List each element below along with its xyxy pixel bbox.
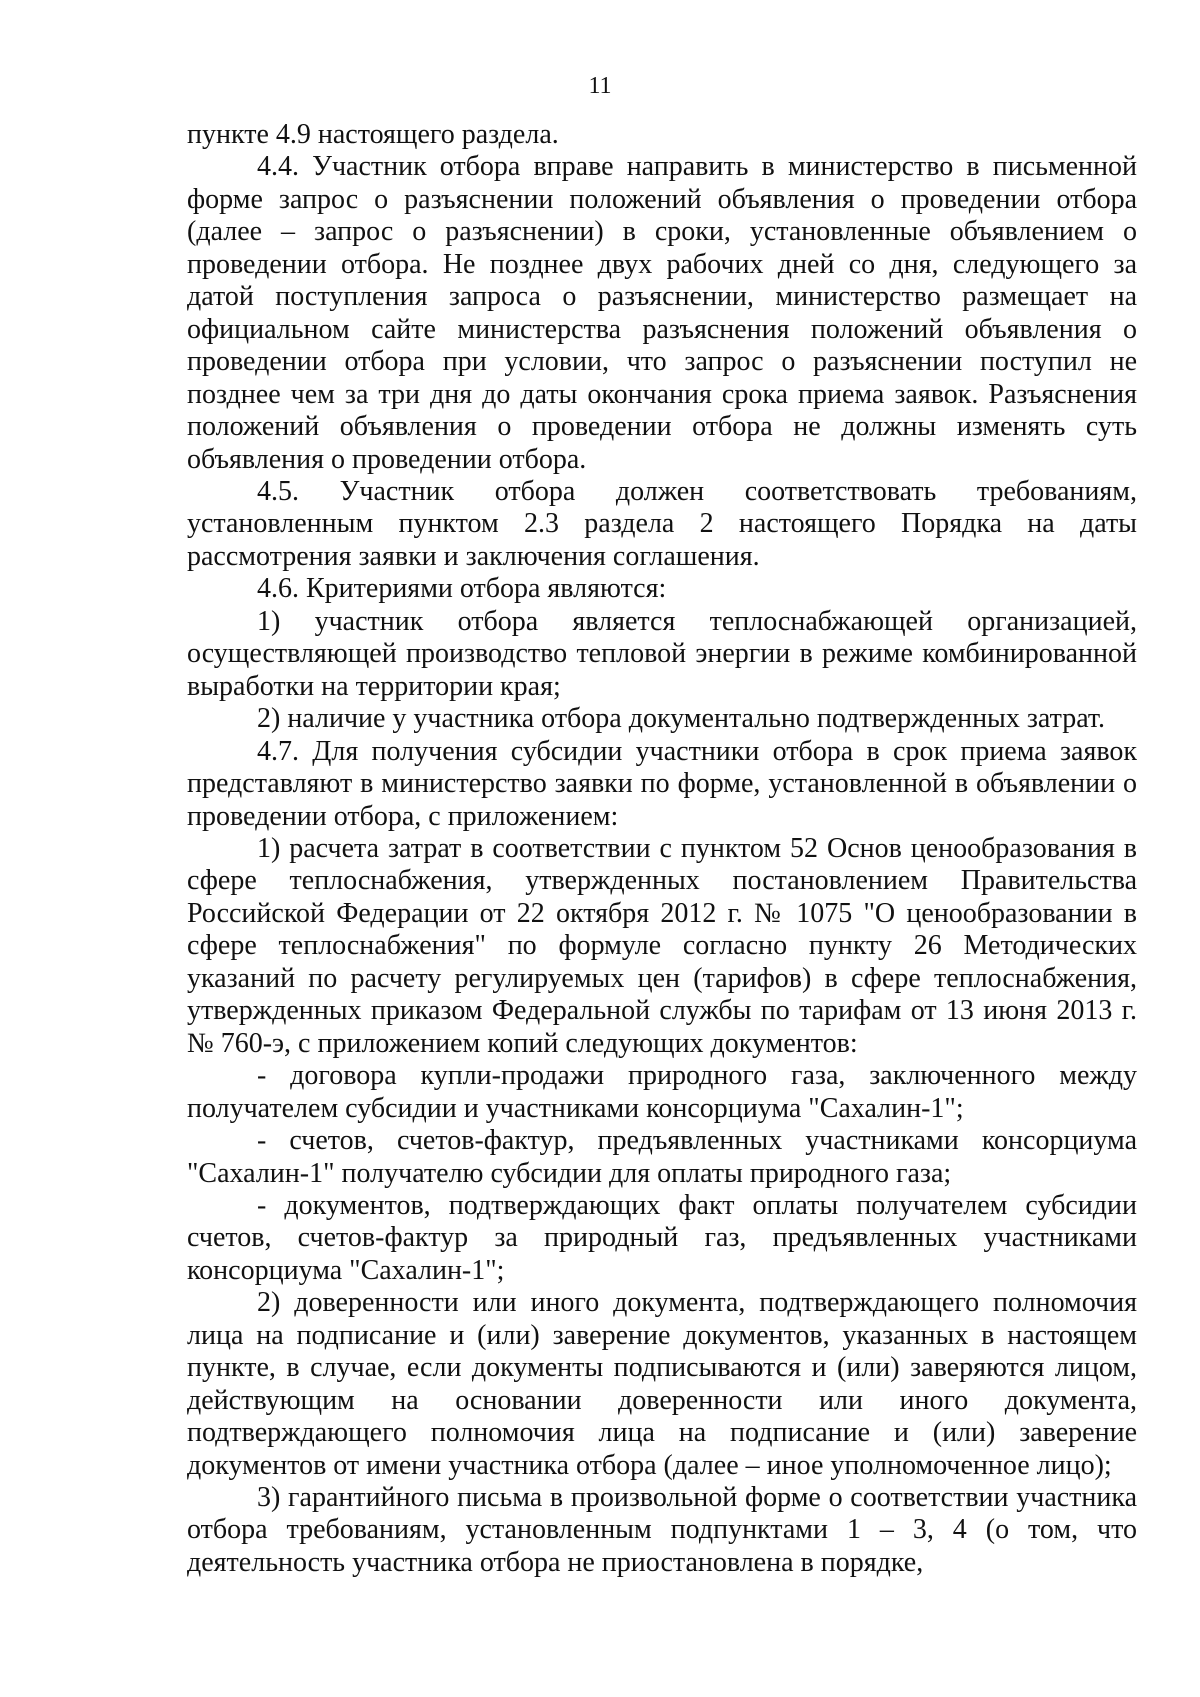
paragraph-4-7: 4.7. Для получения субсидии участники отбора в срок приема заявок представляют в министерство заявки по форме, установленной в объявлении о проведении отбора, с приложением: [187,735,1137,832]
page-number: 11 [588,73,612,99]
attachment-item-2: 2) доверенности или иного документа, подтверждающего полномочия лица на подписание и (или) заверение документов, указанных в настоящем пункте, в случае, если документы подписываются и (или) заверяются лицом, действующим на основании доверенности или иного документа, подтверждающего полномочия лица на подписание и (или) заверение документов от имени участника отбора (далее – иное уполномоченное лицо); [187,1287,1137,1481]
paragraph-4-4: 4.4. Участник отбора вправе направить в министерство в письменной форме запрос о разъяснении положений объявления о проведении отбора (далее – запрос о разъяснении) в сроки, установленные объявлением о проведении отбора. Не позднее двух рабочих дней со дня, следующего за датой поступления запроса о разъяснении, министерство размещает на официальном сайте министерства разъяснения положений объявления о проведении отбора при условии, что запрос о разъяснении поступил не позднее чем за три дня до даты окончания срока приема заявок. Разъяснения положений объявления о проведении отбора не должны изменять суть объявления о проведении отбора. [187,151,1137,475]
attachment-item-1: 1) расчета затрат в соответствии с пунктом 52 Основ ценообразования в сфере теплоснабжения, утвержденных постановлением Правительства Российской Федерации от 22 октября 2012 г. № 1075 "О ценообразовании в сфере теплоснабжения" по формуле согласно пункту 26 Методических указаний по расчету регулируемых цен (тарифов) в сфере теплоснабжения, утвержденных приказом Федеральной службы по тарифам от 13 июня 2013 г. № 760-э, с приложением копий следующих документов: [187,832,1137,1059]
paragraph-4-6: 4.6. Критериями отбора являются: [257,573,667,605]
paragraph-4-5: 4.5. Участник отбора должен соответствовать требованиям, установленным пунктом 2.3 раздела 2 настоящего Порядка на даты рассмотрения заявки и заключения соглашения. [187,475,1137,572]
paragraph-continuation: пункте 4.9 настоящего раздела. [187,119,559,150]
attachment-item-3: 3) гарантийного письма в произвольной форме о соответствии участника отбора требованиям, установленным подпунктами 1 – 3, 4 (о том, что деятельность участника отбора не приостановлена в порядке, [187,1482,1137,1578]
document-body [187,119,1137,1579]
criteria-item-1: 1) участник отбора является теплоснабжающей организацией, осуществляющей производство тепловой энергии в режиме комбинированной выработки на территории края; [187,605,1137,702]
criteria-item-2: 2) наличие у участника отбора документально подтвержденных затрат. [257,703,1106,735]
document-list-item-invoices: - счетов, счетов-фактур, предъявленных участниками консорциума "Сахалин-1" получателю субсидии для оплаты природного газа; [187,1125,1137,1189]
document-list-item-payment: - документов, подтверждающих факт оплаты получателем субсидии счетов, счетов-фактур за природный газ, предъявленных участниками консорциума "Сахалин-1"; [187,1189,1137,1286]
document-list-item-contract: - договора купли-продажи природного газа, заключенного между получателем субсидии и участниками консорциума "Сахалин-1"; [187,1060,1137,1124]
